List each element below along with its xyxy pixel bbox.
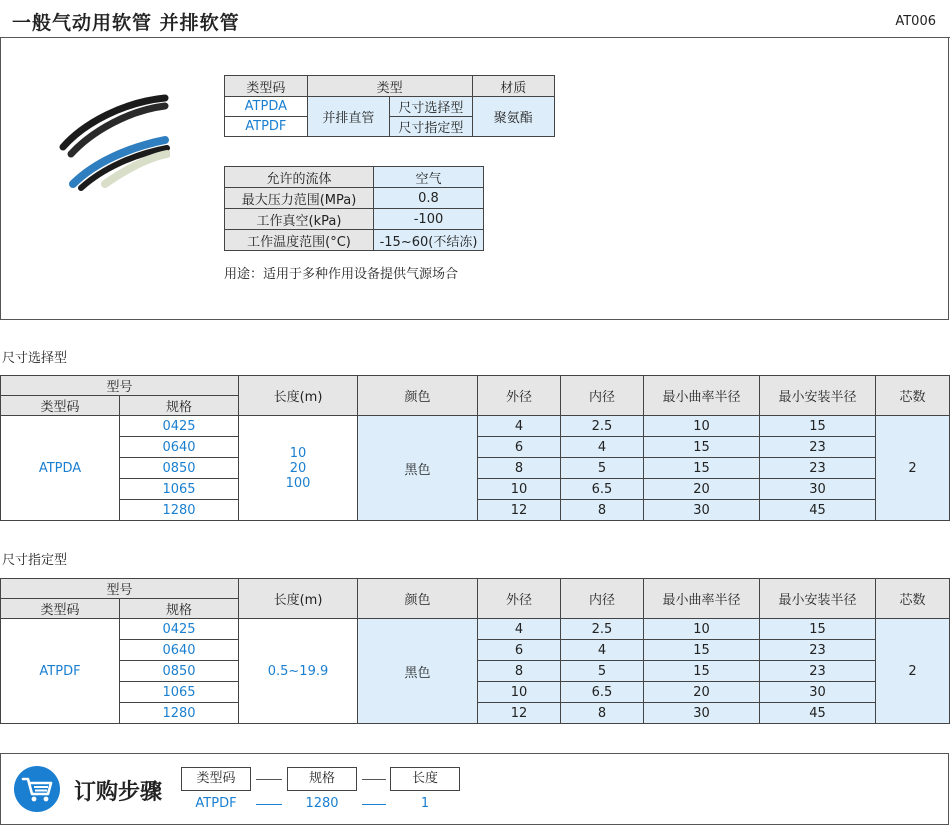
th-min-bend: 最小曲率半径 bbox=[644, 376, 760, 416]
material: 聚氨酯 bbox=[472, 97, 554, 137]
order-label-spec: 规格 bbox=[287, 767, 357, 791]
subtype-specify: 尺寸指定型 bbox=[390, 117, 472, 137]
spec-label: 工作温度范围(°C) bbox=[225, 230, 374, 251]
mount-cell: 23 bbox=[760, 661, 876, 682]
mount-cell: 30 bbox=[760, 479, 876, 500]
th-cores: 芯数 bbox=[876, 376, 950, 416]
length-line: 20 bbox=[289, 460, 307, 476]
color-cell: 黑色 bbox=[358, 416, 478, 521]
th-type-code: 类型码 bbox=[1, 396, 120, 416]
od-cell: 10 bbox=[478, 479, 561, 500]
id-cell: 6.5 bbox=[561, 479, 644, 500]
mount-cell: 15 bbox=[760, 619, 876, 640]
section2-table bbox=[0, 578, 950, 724]
th-min-bend: 最小曲率半径 bbox=[644, 579, 760, 619]
type-code-atpda[interactable]: ATPDA bbox=[225, 97, 308, 117]
order-value-spec: 1280 bbox=[305, 796, 339, 811]
bend-cell: 20 bbox=[644, 682, 760, 703]
spec-value: 空气 bbox=[374, 167, 484, 188]
th-model: 型号 bbox=[1, 376, 239, 396]
mount-cell: 15 bbox=[760, 416, 876, 437]
bend-cell: 20 bbox=[644, 479, 760, 500]
usage-text: 用途：适用于多种作用设备提供气源场合 bbox=[224, 267, 459, 282]
th-length: 长度(m) bbox=[239, 579, 358, 619]
od-cell: 4 bbox=[478, 416, 561, 437]
od-cell: 4 bbox=[478, 619, 561, 640]
mount-cell: 23 bbox=[760, 437, 876, 458]
spec-cell[interactable]: 0850 bbox=[120, 661, 239, 682]
bend-cell: 30 bbox=[644, 703, 760, 724]
order-label-length: 长度 bbox=[390, 767, 460, 791]
spec-value: 0.8 bbox=[374, 188, 484, 209]
od-cell: 12 bbox=[478, 703, 561, 724]
color-cell: 黑色 bbox=[358, 619, 478, 724]
spec-value: -100 bbox=[374, 209, 484, 230]
subtype-select: 尺寸选择型 bbox=[390, 97, 472, 117]
spec-label: 工作真空(kPa) bbox=[225, 209, 374, 230]
bend-cell: 15 bbox=[644, 458, 760, 479]
section1-label: 尺寸选择型 bbox=[2, 351, 68, 366]
spec-cell[interactable]: 0425 bbox=[120, 416, 239, 437]
id-cell: 4 bbox=[561, 437, 644, 458]
spec-table bbox=[224, 166, 484, 251]
spec-cell[interactable]: 0425 bbox=[120, 619, 239, 640]
mount-cell: 30 bbox=[760, 682, 876, 703]
th-od: 外径 bbox=[478, 376, 561, 416]
mount-cell: 45 bbox=[760, 703, 876, 724]
bend-cell: 10 bbox=[644, 619, 760, 640]
spec-cell[interactable]: 1280 bbox=[120, 500, 239, 521]
type-code-atpdf[interactable]: ATPDF bbox=[225, 117, 308, 137]
length-cell: 0.5~19.9 bbox=[239, 619, 358, 724]
spec-cell[interactable]: 1280 bbox=[120, 703, 239, 724]
od-cell: 6 bbox=[478, 640, 561, 661]
th-spec: 规格 bbox=[120, 599, 239, 619]
id-cell: 4 bbox=[561, 640, 644, 661]
order-title: 订购步骤 bbox=[74, 780, 163, 805]
connector-line bbox=[362, 779, 386, 780]
cores-cell: 2 bbox=[876, 619, 950, 724]
id-cell: 8 bbox=[561, 703, 644, 724]
th-color: 颜色 bbox=[358, 579, 478, 619]
th-min-mount: 最小安装半径 bbox=[760, 376, 876, 416]
id-cell: 2.5 bbox=[561, 619, 644, 640]
bend-cell: 30 bbox=[644, 500, 760, 521]
th-model: 型号 bbox=[1, 579, 239, 599]
id-cell: 6.5 bbox=[561, 682, 644, 703]
bend-cell: 15 bbox=[644, 437, 760, 458]
th-type-code: 类型码 bbox=[225, 76, 308, 97]
order-value-length: 1 bbox=[420, 796, 430, 811]
mount-cell: 45 bbox=[760, 500, 876, 521]
product-code: AT006 bbox=[895, 14, 936, 29]
od-cell: 10 bbox=[478, 682, 561, 703]
order-label-type-code: 类型码 bbox=[181, 767, 251, 791]
order-value-type-code: ATPDF bbox=[195, 796, 237, 811]
od-cell: 8 bbox=[478, 661, 561, 682]
th-color: 颜色 bbox=[358, 376, 478, 416]
th-type: 类型 bbox=[307, 76, 472, 97]
shopping-cart-icon bbox=[14, 766, 60, 812]
id-cell: 5 bbox=[561, 661, 644, 682]
th-id: 内径 bbox=[561, 579, 644, 619]
type-code-cell[interactable]: ATPDA bbox=[1, 416, 120, 521]
th-spec: 规格 bbox=[120, 396, 239, 416]
th-cores: 芯数 bbox=[876, 579, 950, 619]
spec-cell[interactable]: 0640 bbox=[120, 437, 239, 458]
mount-cell: 23 bbox=[760, 458, 876, 479]
type-table bbox=[224, 75, 555, 137]
length-line: 10 bbox=[289, 445, 307, 461]
th-od: 外径 bbox=[478, 579, 561, 619]
spec-cell[interactable]: 1065 bbox=[120, 682, 239, 703]
th-id: 内径 bbox=[561, 376, 644, 416]
connector-line bbox=[362, 804, 386, 805]
id-cell: 2.5 bbox=[561, 416, 644, 437]
bend-cell: 15 bbox=[644, 661, 760, 682]
type-main: 并排直管 bbox=[307, 97, 389, 137]
spec-cell[interactable]: 0640 bbox=[120, 640, 239, 661]
spec-value: -15~60(不结冻) bbox=[374, 230, 484, 251]
th-type-code: 类型码 bbox=[1, 599, 120, 619]
od-cell: 12 bbox=[478, 500, 561, 521]
cores-cell: 2 bbox=[876, 416, 950, 521]
mount-cell: 23 bbox=[760, 640, 876, 661]
od-cell: 6 bbox=[478, 437, 561, 458]
th-material: 材质 bbox=[472, 76, 554, 97]
section2-label: 尺寸指定型 bbox=[2, 553, 68, 568]
length-line: 100 bbox=[285, 475, 311, 491]
product-image bbox=[55, 92, 170, 192]
type-code-cell[interactable]: ATPDF bbox=[1, 619, 120, 724]
bend-cell: 10 bbox=[644, 416, 760, 437]
spec-cell[interactable]: 1065 bbox=[120, 479, 239, 500]
section1-table bbox=[0, 375, 950, 521]
od-cell: 8 bbox=[478, 458, 561, 479]
length-cell bbox=[239, 416, 358, 521]
th-length: 长度(m) bbox=[239, 376, 358, 416]
connector-line bbox=[256, 779, 282, 780]
id-cell: 8 bbox=[561, 500, 644, 521]
spec-label: 允许的流体 bbox=[225, 167, 374, 188]
th-min-mount: 最小安装半径 bbox=[760, 579, 876, 619]
id-cell: 5 bbox=[561, 458, 644, 479]
page-title: 一般气动用软管 并排软管 bbox=[12, 12, 240, 34]
spec-label: 最大压力范围(MPa) bbox=[225, 188, 374, 209]
spec-cell[interactable]: 0850 bbox=[120, 458, 239, 479]
bend-cell: 15 bbox=[644, 640, 760, 661]
connector-line bbox=[256, 804, 282, 805]
